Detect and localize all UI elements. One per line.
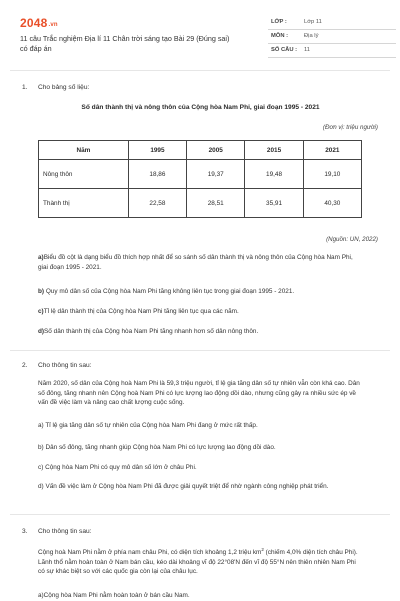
meta-row-count [268,44,396,58]
q1-option-c [38,307,363,317]
document-title: 11 câu Trắc nghiệm Địa lí 11 Chân trời sáng tạo Bài 29 (Đúng sai) có đáp án [20,34,230,53]
table-cell: 35,91 [245,189,303,218]
option-text: Biểu đồ cột là dạng biểu đồ thích hợp nhất để so sánh số dân thành thị và nông thôn của Cộng hòa Nam Phi, giai đoạn 1995 - 2021. [38,254,353,271]
meta-value: Lớp 11 [304,19,322,25]
q1-prompt: Cho bảng số liệu: [38,84,90,91]
q2-option-b: b) Dân số đông, tăng nhanh giúp Cộng hòa Nam Phi có lực lượng lao động dồi dào. [38,444,276,451]
table-cell: 19,10 [303,160,361,189]
option-letter: d) [38,328,45,335]
q3-prompt: Cho thông tin sau: [38,528,92,535]
table-header-cell: 2005 [187,141,245,160]
q1-unit-note: (Đơn vị: triệu người) [322,124,378,131]
q3-option-a: a)Cộng hòa Nam Phi nằm hoàn toàn ở bán cầu Nam. [38,592,190,599]
q2-option-a: a) Tỉ lệ gia tăng dân số tự nhiên của Cộng hòa Nam Phi đang ở mức rất thấp. [38,422,258,429]
question-divider [10,350,390,351]
q3-passage-superscript: 2 [261,547,264,552]
option-letter: c) [38,308,44,315]
q2-option-d: d) Vấn đề việc làm ở Cộng hòa Nam Phi đã được giải quyết triệt để nhờ ngành công nghiệp phát triển. [38,483,329,490]
meta-key: MÔN : [271,33,289,39]
option-text: Quy mô dân số của Cộng hòa Nam Phi tăng không liên tục trong giai đoạn 1995 - 2021. [44,288,295,295]
option-letter: a) [38,254,44,261]
meta-row-subject [268,30,396,44]
table-row-label: Nông thôn [39,160,129,189]
q1-number: 1. [22,84,28,91]
q3-passage-part-a: Cộng hoà Nam Phi nằm ở phía nam châu Phi, có diện tích khoảng 1,2 triệu km [38,549,262,557]
question-divider [10,514,390,515]
q1-option-d [38,327,363,337]
table-header-cell: 1995 [128,141,186,160]
meta-row-class [268,16,396,30]
option-text: Tỉ lệ dân thành thị của Cộng hòa Nam Phi tăng liên tục qua các năm. [43,308,239,315]
table-row-label: Thành thị [39,189,129,218]
table-cell: 28,51 [187,189,245,218]
meta-key: SỐ CÂU : [271,47,298,53]
meta-box [268,16,396,58]
table-header-cell: 2021 [303,141,361,160]
q3-passage-part-b: (chiếm 4,0% diện tích châu Phi). Lãnh thổ nằm hoàn toàn ở Nam bán cầu, kéo dài khoảng vĩ độ 22°08'N đến vĩ độ 55°N nên thiên nhiên Nam Phi có sự khác biệt so với các quốc gia còn lại của châu lục. [38,549,358,576]
q2-number: 2. [22,362,28,369]
table-cell: 19,48 [245,160,303,189]
q2-prompt: Cho thông tin sau: [38,362,92,369]
q2-passage: Năm 2020, số dân của Cộng hoà Nam Phi là 59,3 triệu người, tỉ lệ gia tăng dân số tự nhiên vẫn còn khá cao. Dân số đông, tăng nhanh nên Cộng hoà Nam Phi có lực lượng lao động dồi dào, nhưng cũng gây ra nhiều sức ép về vấn đề việc làm và nâng cao chất lượng cuộc sống. [38,380,360,406]
header-divider [10,70,390,71]
option-text: Số dân thành thị của Cộng hòa Nam Phi tăng nhanh hơn số dân nông thôn. [44,328,259,335]
table-row [39,189,362,218]
q1-source-note: (Nguồn: UN, 2022) [326,236,378,243]
meta-value: Địa lý [304,33,319,39]
q3-passage [38,545,363,577]
q1-option-b [38,287,363,297]
document-header [18,14,382,62]
option-letter: b) [38,288,45,295]
table-header-row [39,141,362,160]
table-cell: 18,86 [128,160,186,189]
table-header-cell: 2015 [245,141,303,160]
q2-option-c: c) Cộng hòa Nam Phi có quy mô dân số lớn ở châu Phi. [38,464,197,471]
table-cell: 22,58 [128,189,186,218]
q1-table-title: Số dân thành thị và nông thôn của Cộng hòa Nam Phi, giai đoạn 1995 - 2021 [81,104,320,111]
meta-value: 11 [304,47,311,53]
logo-main: 2048 [20,16,48,30]
logo-suffix: .vn [48,22,58,28]
meta-key: LỚP : [271,19,287,25]
q1-option-a [38,253,363,272]
q3-number: 3. [22,528,28,535]
site-logo[interactable] [20,16,58,30]
table-row [39,160,362,189]
q1-data-table [38,140,362,218]
table-header-cell: Năm [39,141,129,160]
table-cell: 40,30 [303,189,361,218]
table-cell: 19,37 [187,160,245,189]
